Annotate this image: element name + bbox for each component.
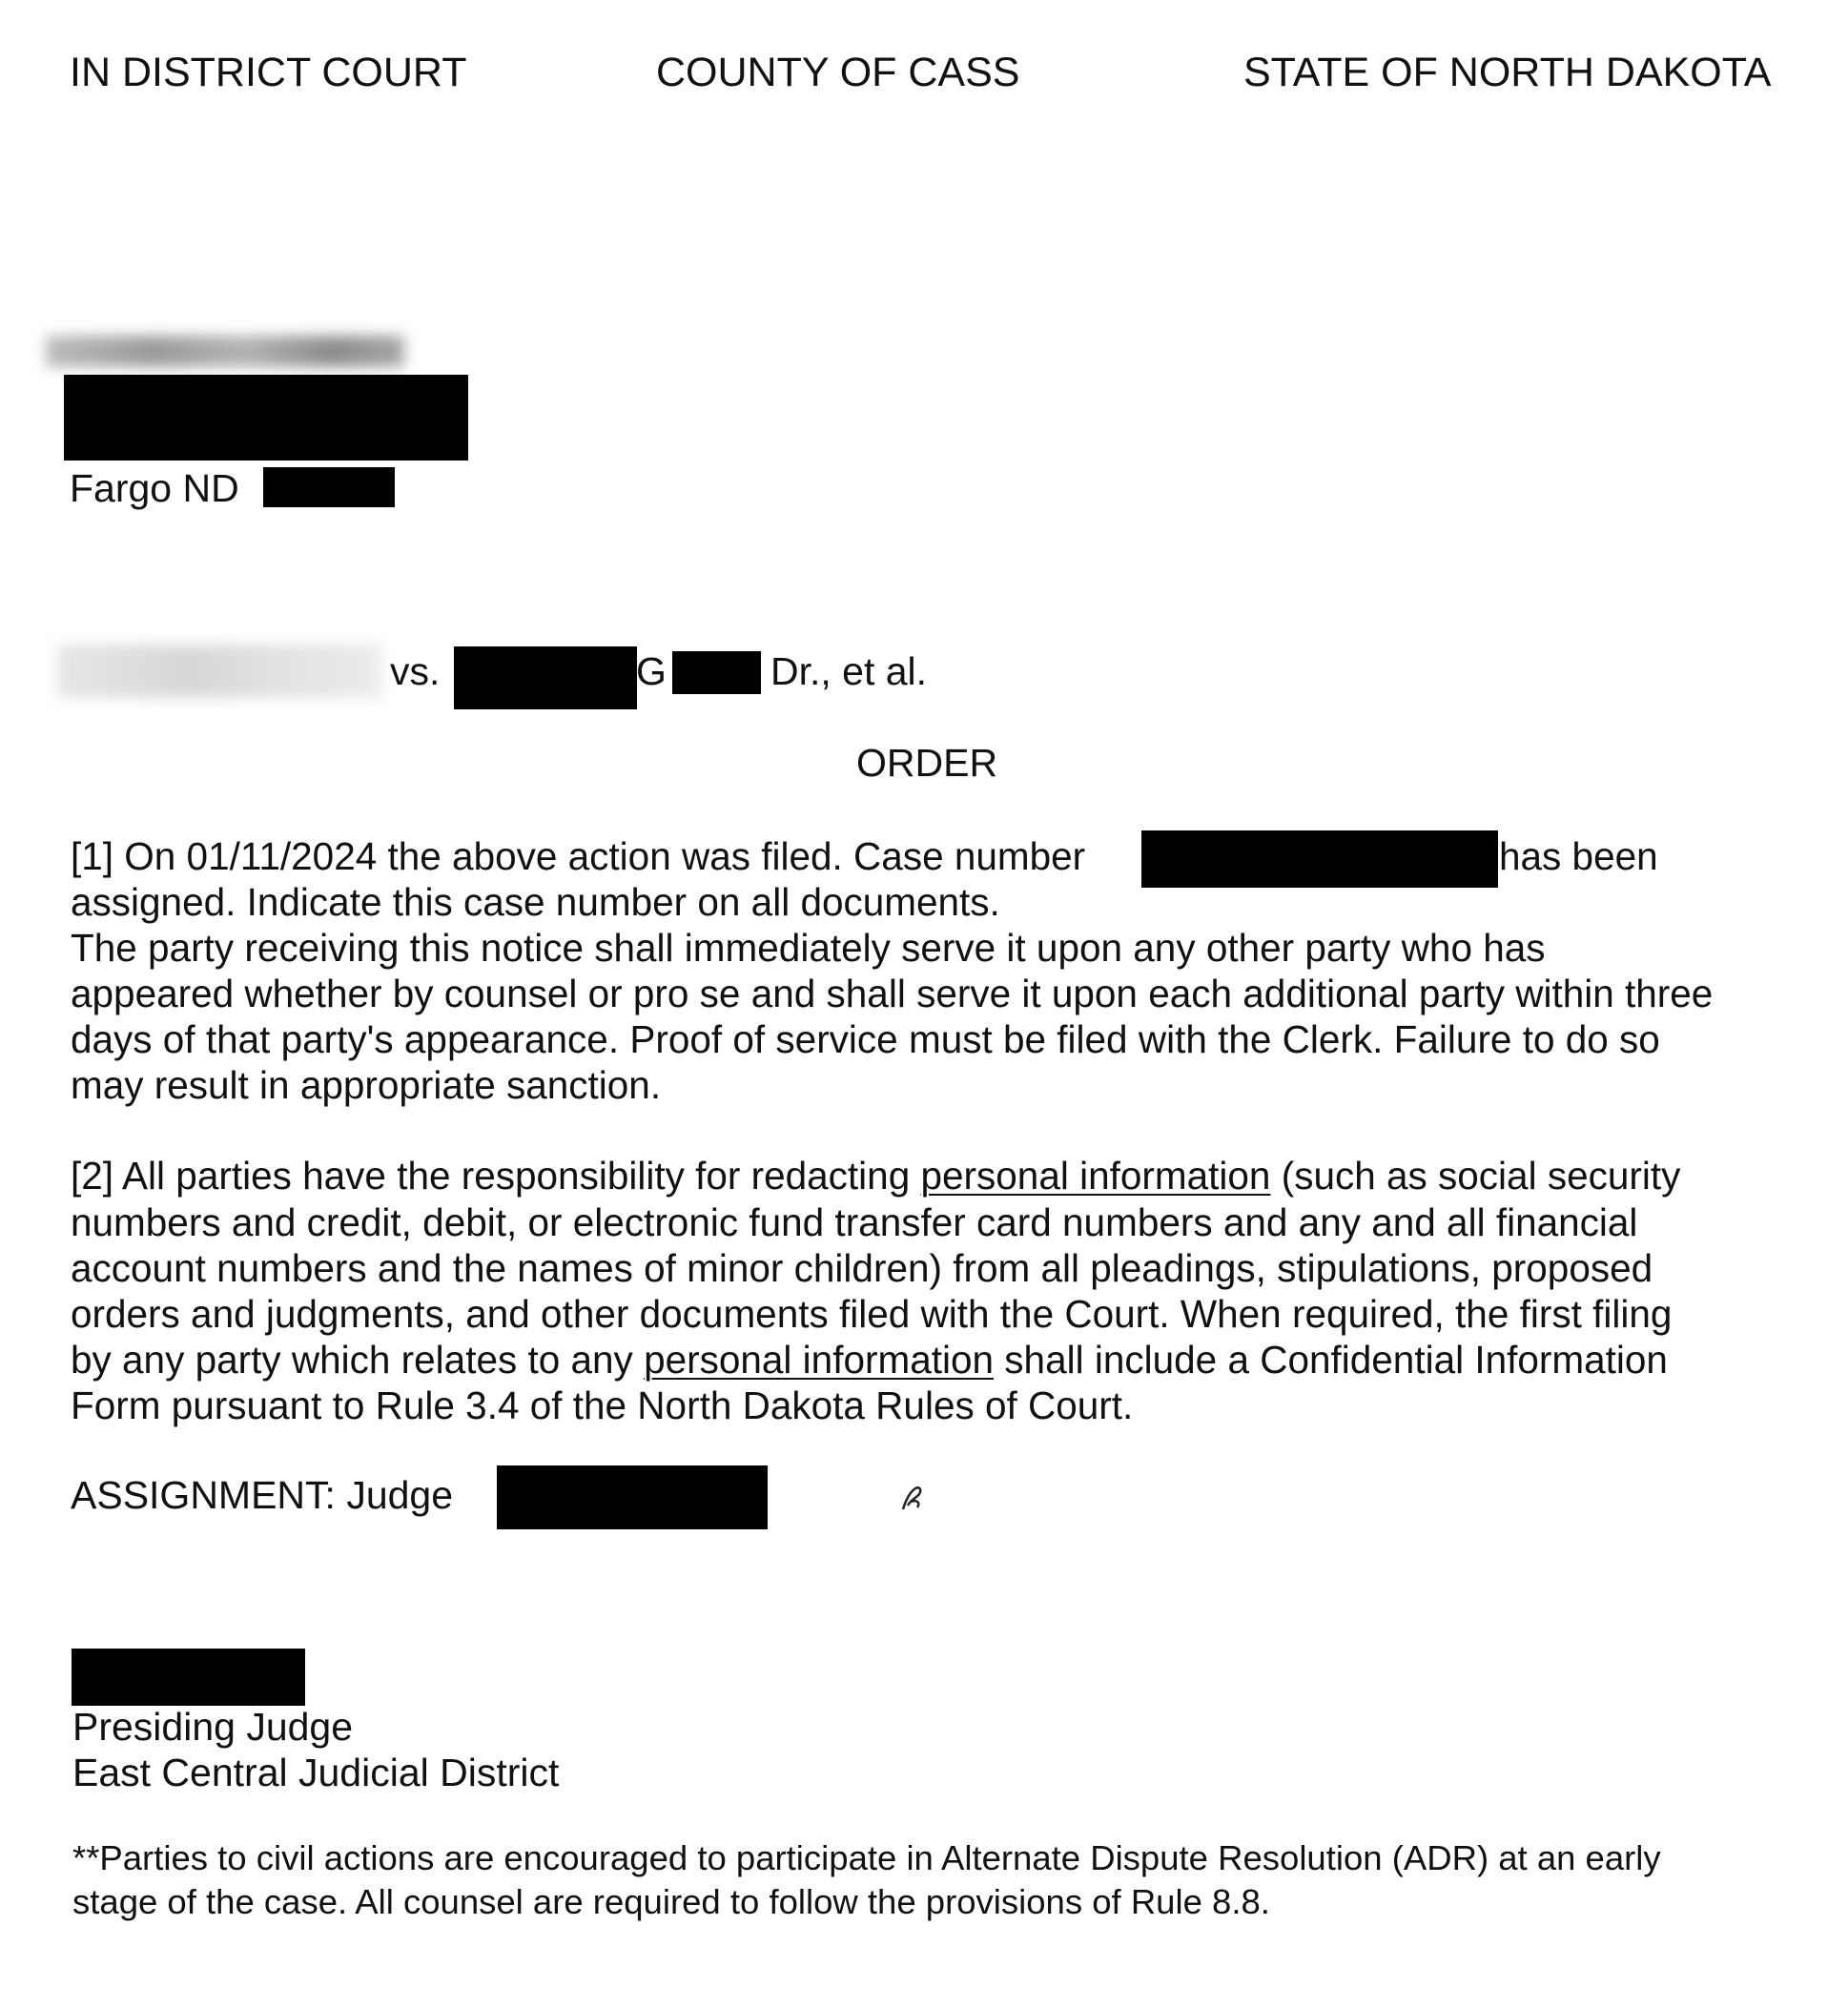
case-number-redaction (1141, 830, 1498, 888)
p2-line3: account numbers and the names of minor children) from all pleadings, stipulations, proposed (71, 1246, 1653, 1290)
defendant-suffix: Dr., et al. (770, 649, 928, 693)
p1-line1-start: [1] On 01/11/2024 the above action was filed. Case number (71, 834, 1086, 878)
defendant-redaction-2 (672, 651, 761, 694)
footnote-line1: **Parties to civil actions are encouraged to participate in Alternate Dispute Resolution (ADR) at an early (72, 1838, 1661, 1877)
personal-information-link-2[interactable]: personal information (644, 1338, 995, 1382)
p1-line1-end: has been (1499, 834, 1658, 878)
p2-line1-end: (such as social security (1281, 1154, 1681, 1198)
address-city: Fargo ND (70, 466, 239, 510)
judge-signature-redaction (72, 1649, 305, 1706)
p1-line3: The party receiving this notice shall immediately serve it upon any other party who has (71, 926, 1546, 970)
p2-line5 (71, 1337, 1668, 1383)
p1-line6: may result in appropriate sanction. (71, 1063, 662, 1107)
county-name: COUNTY OF CASS (656, 50, 1020, 95)
p2-line5-start: by any party which relates to any (71, 1338, 633, 1382)
p2-line2: numbers and credit, debit, or electronic fund transfer card numbers and any and all financial (71, 1200, 1638, 1244)
order-title: ORDER (856, 741, 998, 785)
zip-redaction (263, 467, 395, 507)
personal-information-link[interactable]: personal information (920, 1154, 1271, 1198)
p1-line2: assigned. Indicate this case number on all documents. (71, 880, 1000, 924)
p1-line4: appeared whether by counsel or pro se and shall serve it upon each additional party within three (71, 972, 1714, 1015)
state-name: STATE OF NORTH DAKOTA (1243, 50, 1772, 95)
assignment-label: ASSIGNMENT: Judge (71, 1473, 454, 1517)
defendant-redaction-1 (454, 646, 637, 709)
blurred-name-redaction (46, 336, 404, 367)
blurred-plaintiff-redaction (57, 645, 381, 698)
p2-line4: orders and judgments, and other documents filed with the Court. When required, the first filing (71, 1292, 1673, 1336)
address-redaction (64, 375, 468, 461)
p2-line5-end: shall include a Confidential Information (1004, 1338, 1668, 1382)
p2-line1-start: [2] All parties have the responsibility for redacting (71, 1154, 911, 1198)
court-name: IN DISTRICT COURT (70, 50, 467, 95)
defendant-fragment: G (636, 649, 667, 693)
caption-vs: vs. (390, 649, 441, 693)
p1-line5: days of that party's appearance. Proof of service must be filed with the Clerk. Failure to do so (71, 1017, 1660, 1061)
p2-line1 (71, 1153, 1680, 1199)
p2-line6: Form pursuant to Rule 3.4 of the North Dakota Rules of Court. (71, 1383, 1134, 1427)
presiding-judge-title: Presiding Judge (72, 1705, 354, 1749)
pen-mark-icon (898, 1483, 927, 1518)
judicial-district: East Central Judicial District (72, 1751, 560, 1794)
footnote-line2: stage of the case. All counsel are required to follow the provisions of Rule 8.8. (72, 1882, 1270, 1921)
judge-name-redaction (497, 1465, 768, 1529)
